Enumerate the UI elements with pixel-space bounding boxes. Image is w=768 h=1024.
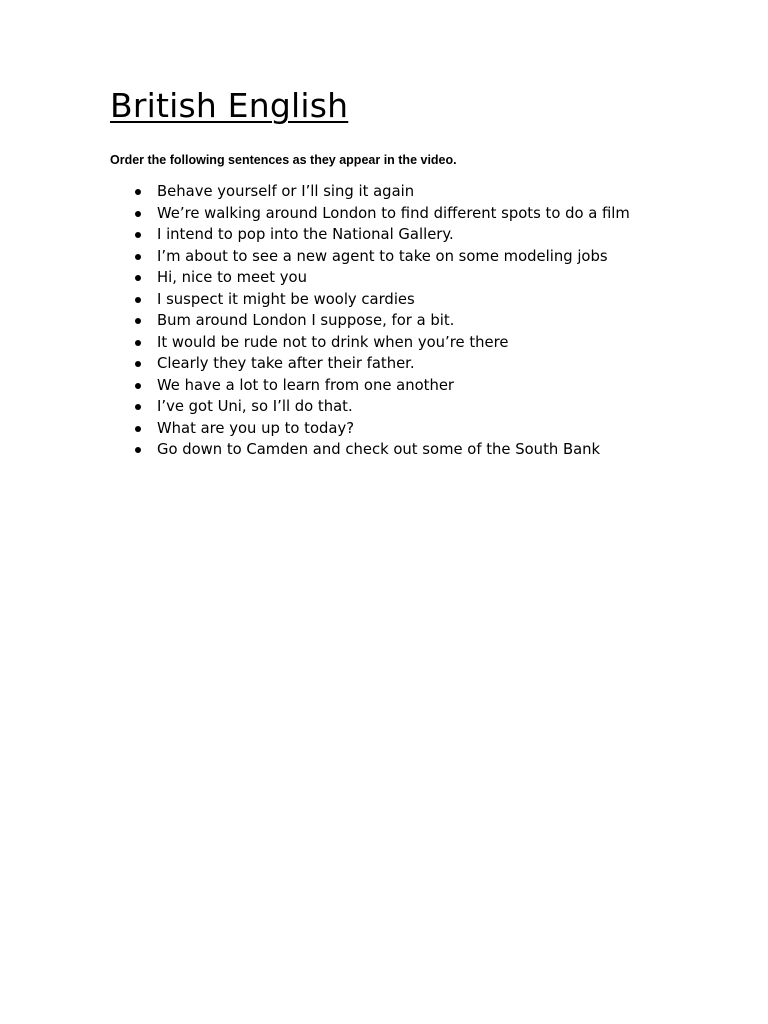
list-item [110, 181, 630, 203]
list-item [110, 418, 630, 440]
instruction-text: Order the following sentences as they appear in the video. [110, 153, 457, 167]
sentence-text: I’ve got Uni, so I’ll do that. [157, 398, 353, 415]
bullet-icon [135, 340, 141, 346]
sentence-text: Clearly they take after their father. [157, 355, 415, 372]
document-title: British English [110, 86, 349, 125]
sentence-text: I’m about to see a new agent to take on some modeling jobs [157, 247, 608, 265]
bullet-icon [135, 297, 141, 303]
sentence-text: We have a lot to learn from one another [157, 376, 455, 394]
list-item [110, 353, 630, 375]
bullet-icon [135, 361, 141, 367]
sentence-text: Go down to Camden and check out some of the South Bank [157, 441, 601, 458]
list-item [110, 289, 630, 311]
sentence-text: What are you up to today? [157, 419, 355, 437]
bullet-icon [135, 318, 141, 324]
sentence-text: We’re walking around London to find different spots to do a film [157, 204, 630, 222]
list-item [110, 439, 630, 461]
sentence-text: I suspect it might be wooly cardies [157, 290, 415, 308]
sentence-text: Behave yourself or I’ll sing it again [157, 183, 415, 200]
sentence-text: Bum around London I suppose, for a bit. [157, 312, 455, 329]
bullet-icon [135, 254, 141, 260]
list-item [110, 203, 630, 225]
bullet-icon [135, 383, 141, 389]
sentence-text: I intend to pop into the National Gallery. [157, 226, 454, 243]
list-item [110, 246, 630, 268]
sentence-text: Hi, nice to meet you [157, 269, 307, 286]
bullet-icon [135, 426, 141, 432]
list-item [110, 224, 630, 246]
list-item [110, 375, 630, 397]
bullet-icon [135, 232, 141, 238]
bullet-icon [135, 189, 141, 195]
list-item [110, 267, 630, 289]
list-item [110, 310, 630, 332]
bullet-icon [135, 211, 141, 217]
sentence-text: It would be rude not to drink when you’re there [157, 333, 509, 351]
list-item [110, 332, 630, 354]
list-item [110, 396, 630, 418]
bullet-icon [135, 275, 141, 281]
bullet-icon [135, 447, 141, 453]
sentence-list [110, 181, 630, 461]
bullet-icon [135, 404, 141, 410]
